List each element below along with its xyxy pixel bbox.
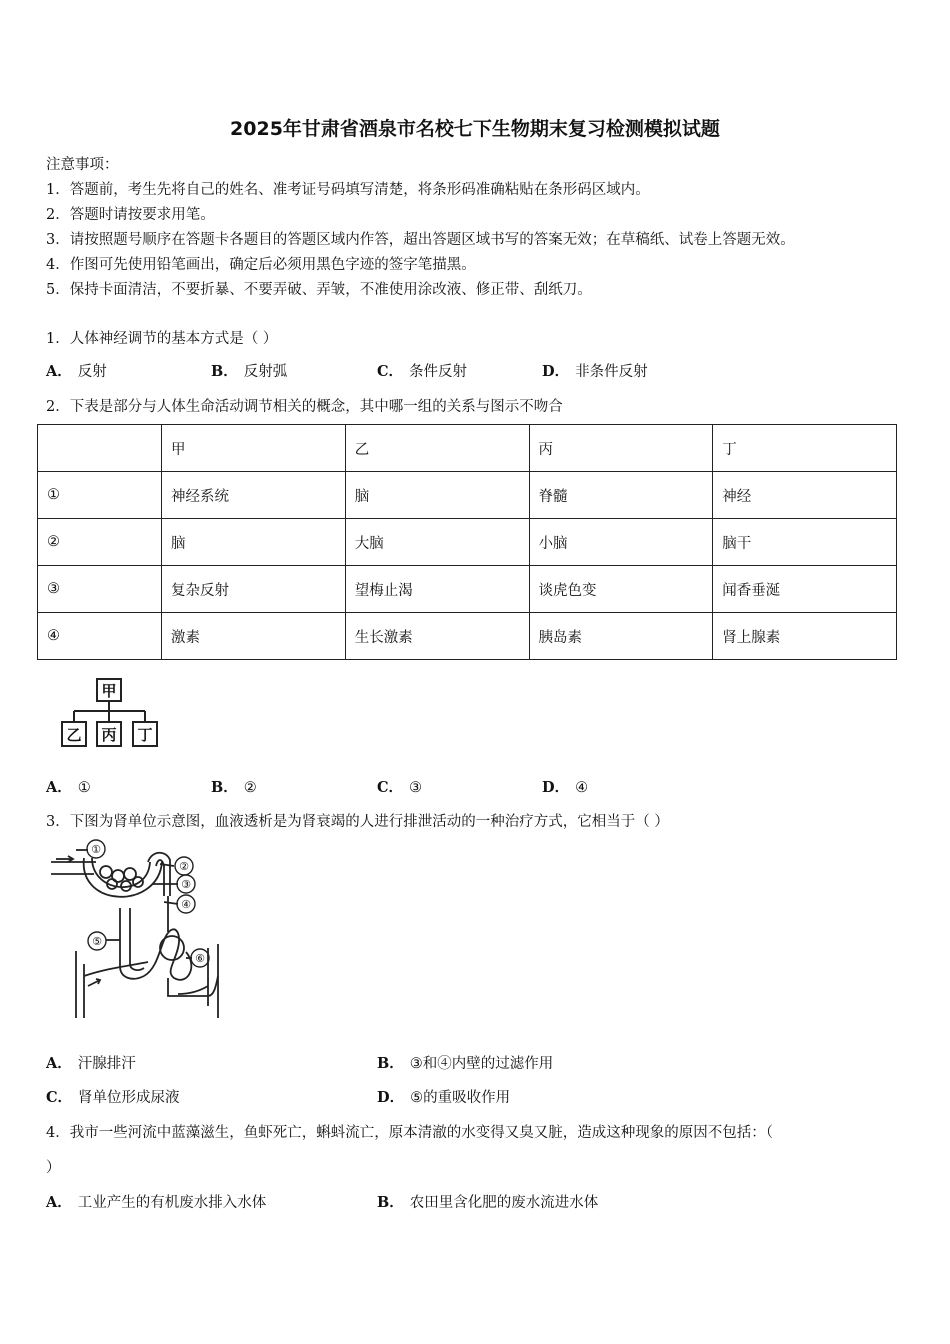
diagram-label-child: 丁 bbox=[137, 726, 153, 744]
notice-item: 1．答题前，考生先将自己的姓名、准考证号码填写清楚，将条形码准确粘贴在条形码区域内。 bbox=[46, 182, 650, 198]
table-cell: 脑干 bbox=[713, 519, 897, 566]
table-cell: 激素 bbox=[162, 613, 346, 660]
question-4-stem: 4．我市一些河流中蓝藻滋生，鱼虾死亡，蝌蚪流亡，原本清澈的水变得又臭又脏，造成这种现象的原因不包括：（ bbox=[46, 1125, 773, 1141]
q3-option-a[interactable]: A． 汗腺排汗 bbox=[46, 1055, 136, 1072]
table-cell: 丙 bbox=[529, 425, 713, 472]
table-row bbox=[38, 472, 897, 519]
table-cell: 丁 bbox=[713, 425, 897, 472]
nephron-label-3: ③ bbox=[181, 878, 191, 891]
table-cell: 复杂反射 bbox=[162, 566, 346, 613]
q1-option-c[interactable]: C． 条件反射 bbox=[377, 363, 468, 380]
q3-option-b[interactable]: B． ③和④内壁的过滤作用 bbox=[377, 1055, 554, 1072]
q2-option-c[interactable]: C． ③ bbox=[377, 779, 423, 796]
table-cell: ① bbox=[38, 472, 162, 519]
notice-item: 4．作图可先使用铅笔画出，确定后必须用黑色字迹的签字笔描黑。 bbox=[46, 257, 476, 273]
question-2-stem: 2．下表是部分与人体生命活动调节相关的概念，其中哪一组的关系与图示不吻合 bbox=[46, 399, 563, 415]
notice-item: 3．请按照题号顺序在答题卡各题目的答题区域内作答，超出答题区域书写的答案无效；在草稿纸、试卷上答题无效。 bbox=[46, 232, 795, 248]
notice-heading: 注意事项： bbox=[46, 157, 119, 173]
table-cell: 谈虎色变 bbox=[529, 566, 713, 613]
nephron-label-6: ⑥ bbox=[195, 952, 205, 965]
table-cell: 神经 bbox=[713, 472, 897, 519]
q1-option-d[interactable]: D． 非条件反射 bbox=[542, 363, 648, 380]
table-cell: 望梅止渴 bbox=[345, 566, 529, 613]
question-3-stem: 3．下图为肾单位示意图，血液透析是为肾衰竭的人进行排泄活动的一种治疗方式，它相当于（ ） bbox=[46, 814, 669, 830]
q4-option-b[interactable]: B． 农田里含化肥的废水流进水体 bbox=[377, 1194, 599, 1211]
q3-option-d[interactable]: D． ⑤的重吸收作用 bbox=[377, 1089, 511, 1106]
q1-option-b[interactable]: B． 反射弧 bbox=[211, 363, 288, 380]
question-4-stem-cont: ） bbox=[46, 1160, 61, 1176]
table-cell: 肾上腺素 bbox=[713, 613, 897, 660]
table-cell: ④ bbox=[38, 613, 162, 660]
table-cell: 生长激素 bbox=[345, 613, 529, 660]
nephron-label-4: ④ bbox=[181, 898, 191, 911]
q2-option-a[interactable]: A． ① bbox=[46, 779, 91, 796]
table-row bbox=[38, 566, 897, 613]
diagram-label-child: 乙 bbox=[66, 726, 82, 744]
table-cell: 小脑 bbox=[529, 519, 713, 566]
table-cell: 脑 bbox=[162, 519, 346, 566]
nephron-diagram bbox=[48, 836, 238, 1021]
table-cell bbox=[38, 425, 162, 472]
table-cell: 胰岛素 bbox=[529, 613, 713, 660]
table-cell: 甲 bbox=[162, 425, 346, 472]
hierarchy-diagram bbox=[55, 676, 170, 752]
table-cell: 脑 bbox=[345, 472, 529, 519]
table-header-row bbox=[38, 425, 897, 472]
q2-option-d[interactable]: D． ④ bbox=[542, 779, 589, 796]
q1-option-a[interactable]: A． 反射 bbox=[46, 363, 107, 380]
diagram-label-top: 甲 bbox=[101, 682, 117, 700]
question-1-stem: 1．人体神经调节的基本方式是（ ） bbox=[46, 331, 278, 347]
table-row bbox=[38, 519, 897, 566]
notice-item: 5．保持卡面清洁，不要折暴、不要弄破、弄皱，不准使用涂改液、修正带、刮纸刀。 bbox=[46, 282, 592, 298]
concept-table bbox=[37, 424, 897, 660]
table-cell: 乙 bbox=[345, 425, 529, 472]
nephron-label-5: ⑤ bbox=[92, 935, 102, 948]
diagram-label-child: 丙 bbox=[101, 726, 117, 744]
table-row bbox=[38, 613, 897, 660]
nephron-label-1: ① bbox=[91, 843, 101, 856]
table-cell: 闻香垂涎 bbox=[713, 566, 897, 613]
table-cell: 脊髓 bbox=[529, 472, 713, 519]
table-cell: 大脑 bbox=[345, 519, 529, 566]
notice-item: 2．答题时请按要求用笔。 bbox=[46, 207, 215, 223]
q4-option-a[interactable]: A． 工业产生的有机废水排入水体 bbox=[46, 1194, 267, 1211]
q2-option-b[interactable]: B． ② bbox=[211, 779, 257, 796]
table-cell: ③ bbox=[38, 566, 162, 613]
table-cell: ② bbox=[38, 519, 162, 566]
table-cell: 神经系统 bbox=[162, 472, 346, 519]
nephron-label-2: ② bbox=[179, 860, 189, 873]
q3-option-c[interactable]: C． 肾单位形成尿液 bbox=[46, 1089, 180, 1106]
page-title: 2025年甘肃省酒泉市名校七下生物期末复习检测模拟试题 bbox=[230, 118, 720, 140]
